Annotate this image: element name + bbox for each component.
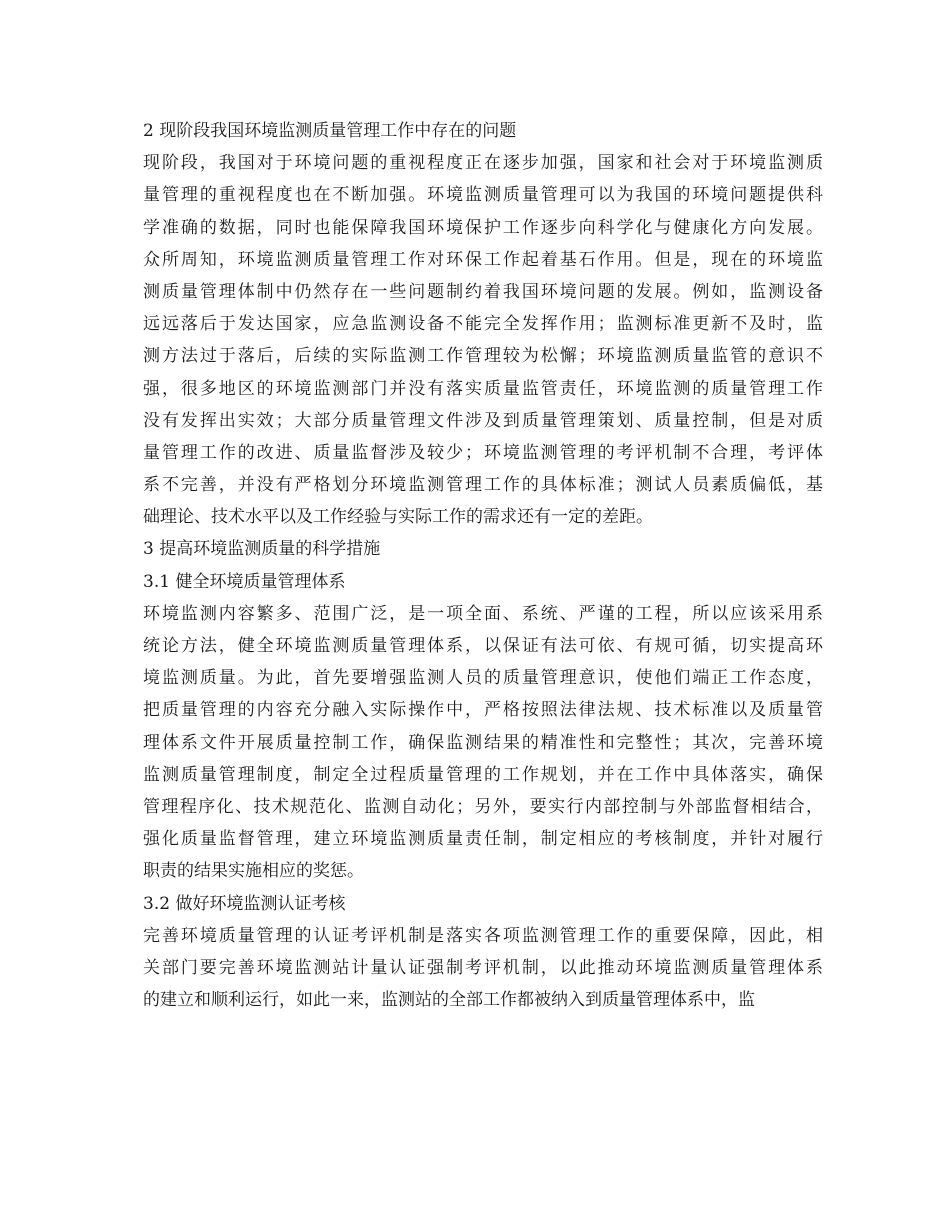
text-line: 测方法过于落后，后续的实际监测工作管理较为松懈；环境监测质量监管的意识不 — [143, 346, 823, 367]
document-body — [143, 115, 823, 1016]
text-line: 强化质量监督管理，建立环境监测质量责任制，制定相应的考核制度，并针对履行 — [143, 829, 823, 850]
heading-text: 3 提高环境监测质量的科学措施 — [143, 539, 381, 560]
text-line: 系不完善，并没有严格划分环境监测管理工作的具体标准；测试人员素质偏低，基 — [143, 475, 823, 496]
text-line: 完善环境质量管理的认证考评机制是落实各项监测管理工作的重要保障，因此，相 — [143, 925, 823, 946]
text-line: 量管理的重视程度也在不断加强。环境监测质量管理可以为我国的环境问题提供科 — [143, 185, 823, 206]
heading-text: 2 现阶段我国环境监测质量管理工作中存在的问题 — [143, 121, 517, 141]
paragraph — [143, 920, 823, 1017]
text-line: 众所周知，环境监测质量管理工作对环保工作起着基石作用。但是，现在的环境监 — [143, 249, 823, 270]
text-line: 量管理工作的改进、质量监督涉及较少；环境监测管理的考评机制不合理，考评体 — [143, 442, 823, 463]
text-line: 监测质量管理制度，制定全过程质量管理的工作规划，并在工作中具体落实，确保 — [143, 764, 823, 785]
paragraph — [143, 598, 823, 888]
section-heading — [143, 888, 823, 920]
text-line: 础理论、技术水平以及工作经验与实际工作的需求还有一定的差距。 — [143, 507, 653, 528]
text-line: 境监测质量。为此，首先要增强监测人员的质量管理意识，使他们端正工作态度， — [143, 668, 823, 689]
text-line: 现阶段，我国对于环境问题的重视程度正在逐步加强，国家和社会对于环境监测质 — [143, 153, 823, 174]
text-line: 统论方法，健全环境监测质量管理体系，以保证有法可依、有规可循，切实提高环 — [143, 636, 823, 656]
text-line: 环境监测内容繁多、范围广泛，是一项全面、系统、严谨的工程，所以应该采用系 — [143, 603, 823, 624]
text-line: 学准确的数据，同时也能保障我国环境保护工作逐步向科学化与健康化方向发展。 — [143, 217, 823, 238]
heading-text: 3.1 健全环境质量管理体系 — [143, 571, 346, 592]
section-heading — [143, 115, 823, 147]
text-line: 关部门要完善环境监测站计量认证强制考评机制，以此推动环境监测质量管理体系 — [143, 957, 823, 978]
text-line: 的建立和顺利运行，如此一来，监测站的全部工作都被纳入到质量管理体系中，监 — [143, 990, 755, 1011]
section-heading — [143, 566, 823, 598]
text-line: 把质量管理的内容充分融入实际操作中，严格按照法律法规、技术标准以及质量管 — [143, 700, 823, 721]
text-line: 职责的结果实施相应的奖惩。 — [143, 861, 364, 882]
text-line: 管理程序化、技术规范化、监测自动化；另外，要实行内部控制与外部监督相结合， — [143, 796, 823, 817]
text-line: 没有发挥出实效；大部分质量管理文件涉及到质量管理策划、质量控制，但是对质 — [143, 410, 823, 431]
heading-text: 3.2 做好环境监测认证考核 — [143, 893, 346, 914]
text-line: 强，很多地区的环境监测部门并没有落实质量监管责任，环境监测的质量管理工作 — [143, 378, 823, 399]
section-heading — [143, 533, 823, 565]
text-line: 测质量管理体制中仍然存在一些问题制约着我国环境问题的发展。例如，监测设备 — [143, 281, 823, 302]
paragraph — [143, 147, 823, 533]
text-line: 理体系文件开展质量控制工作，确保监测结果的精准性和完整性；其次，完善环境 — [143, 732, 823, 753]
text-line: 远远落后于发达国家，应急监测设备不能完全发挥作用；监测标准更新不及时，监 — [143, 314, 823, 335]
